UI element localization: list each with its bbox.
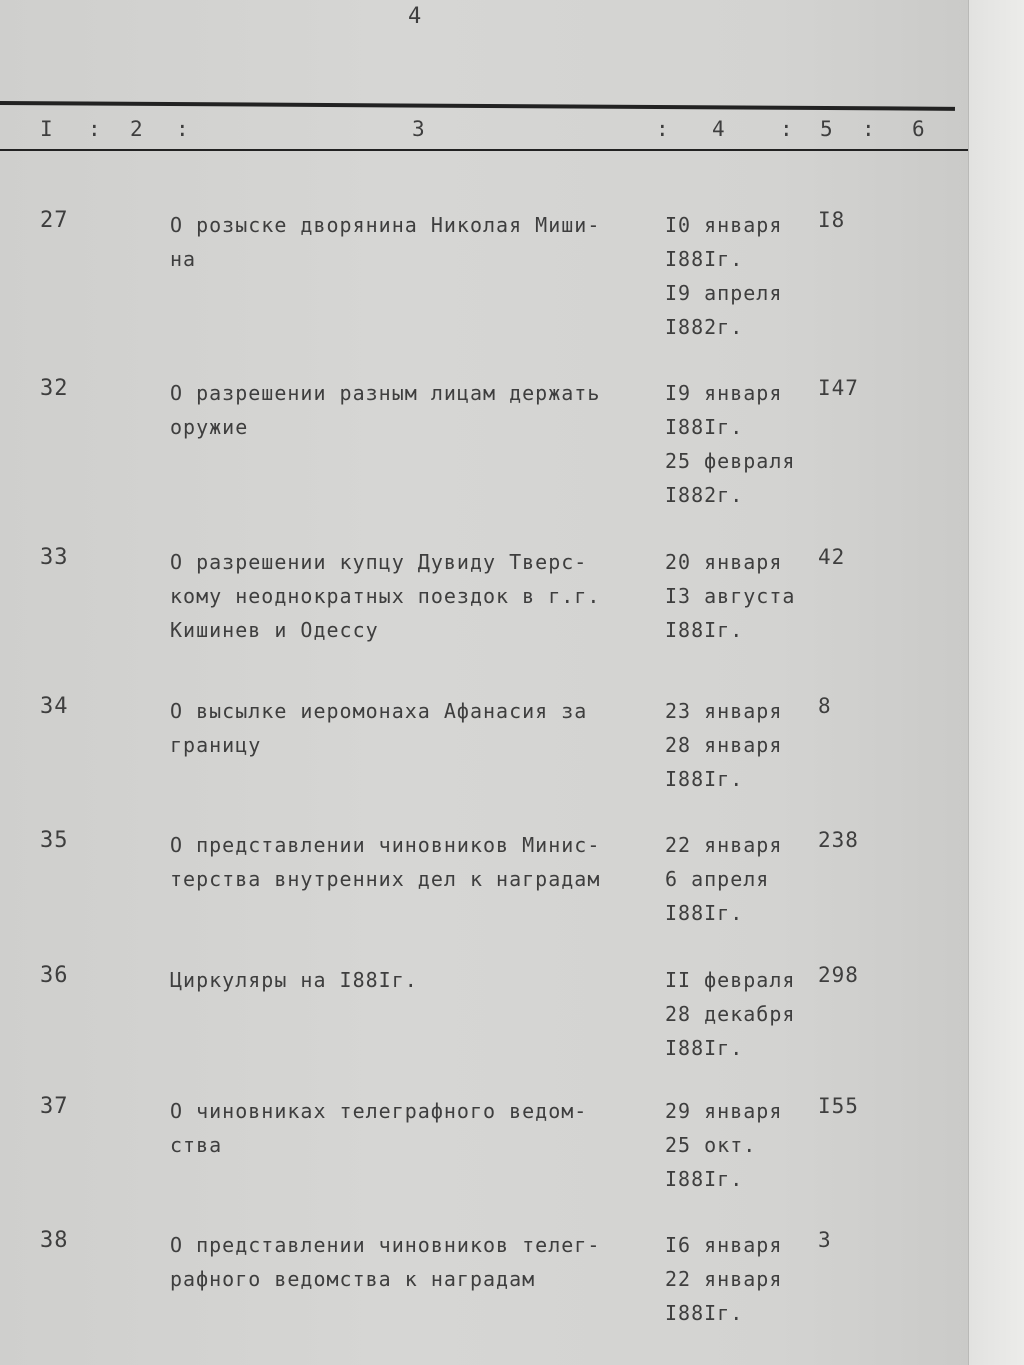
header-col-2: 2 xyxy=(130,117,145,141)
row-sheet-count: I47 xyxy=(818,376,859,400)
row-dates: I0 января I88Iг. I9 апреля I882г. xyxy=(665,213,783,339)
row-title: О чиновниках телеграфного ведом- ства xyxy=(170,1099,588,1157)
header-separator: : xyxy=(176,117,191,141)
row-number: 37 xyxy=(40,1094,69,1119)
row-title: Циркуляры на I88Iг. xyxy=(170,968,418,992)
header-col-3: 3 xyxy=(412,117,427,141)
row-dates: 23 января 28 января I88Iг. xyxy=(665,699,783,791)
header-separator: : xyxy=(862,117,877,141)
row-title: О розыске дворянина Николая Миши- на xyxy=(170,213,601,271)
header-separator: : xyxy=(88,117,103,141)
header-separator: : xyxy=(780,117,795,141)
row-dates: 29 января 25 окт. I88Iг. xyxy=(665,1099,783,1191)
header-col-5: 5 xyxy=(820,117,835,141)
row-title: О разрешении купцу Дувиду Тверс- кому неоднократных поездок в г.г. Кишинев и Одессу xyxy=(170,550,601,642)
row-number: 38 xyxy=(40,1228,69,1253)
row-sheet-count: 42 xyxy=(818,545,846,569)
row-number: 33 xyxy=(40,545,69,570)
row-number: 34 xyxy=(40,694,69,719)
row-number: 32 xyxy=(40,376,69,401)
row-sheet-count: 298 xyxy=(818,963,859,987)
row-sheet-count: 3 xyxy=(818,1228,832,1252)
row-title: О высылке иеромонаха Афанасия за границу xyxy=(170,699,588,757)
row-sheet-count: I8 xyxy=(818,208,846,232)
header-rule-top xyxy=(0,101,955,111)
header-col-1: I xyxy=(40,117,55,141)
row-number: 36 xyxy=(40,963,69,988)
row-dates: 22 января 6 апреля I88Iг. xyxy=(665,833,783,925)
row-title: О разрешении разным лицам держать оружие xyxy=(170,381,601,439)
header-rule-bottom xyxy=(0,149,975,151)
row-number: 27 xyxy=(40,208,69,233)
row-title: О представлении чиновников Минис- терства внутренних дел к наградам xyxy=(170,833,601,891)
row-dates: I9 января I88Iг. 25 февраля I882г. xyxy=(665,381,796,507)
page-number: 4 xyxy=(408,4,422,29)
row-dates: 20 января I3 августа I88Iг. xyxy=(665,550,796,642)
header-separator: : xyxy=(656,117,671,141)
row-dates: II февраля 28 декабря I88Iг. xyxy=(665,968,796,1060)
row-number: 35 xyxy=(40,828,69,853)
header-col-6: 6 xyxy=(912,117,927,141)
underlying-page-edge xyxy=(968,0,1024,1365)
row-sheet-count: 238 xyxy=(818,828,859,852)
row-sheet-count: 8 xyxy=(818,694,832,718)
row-dates: I6 января 22 января I88Iг. xyxy=(665,1233,783,1325)
header-col-4: 4 xyxy=(712,117,727,141)
row-title: О представлении чиновников телег- рафного ведомства к наградам xyxy=(170,1233,601,1291)
row-sheet-count: I55 xyxy=(818,1094,859,1118)
